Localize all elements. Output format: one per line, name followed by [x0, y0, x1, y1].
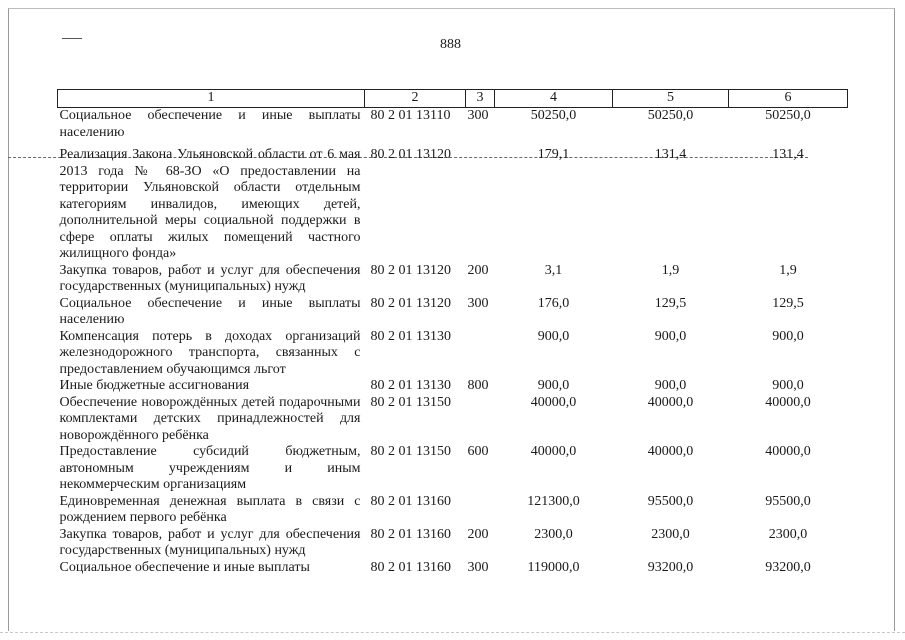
row-year2: 129,5	[654, 295, 687, 311]
table-row	[58, 444, 848, 494]
row-expense-type	[466, 494, 495, 527]
row-year2: 50250,0	[647, 108, 694, 123]
page-number: 888	[440, 37, 461, 52]
row-name: Закупка товаров, работ и услуг для обеспечения государственных (муниципальных) нужд	[59, 526, 361, 558]
row-code: 80 2 01 13120	[370, 262, 451, 278]
row-expense-type: 200	[467, 262, 489, 278]
row-year3: 1,9	[779, 262, 797, 278]
row-year2: 40000,0	[647, 394, 694, 410]
row-expense-type	[466, 141, 495, 263]
row-code: 80 2 01 13110	[370, 108, 451, 123]
row-code: 80 2 01 13150	[370, 444, 451, 459]
row-year3: 900,0	[772, 328, 804, 344]
row-code: 80 2 01 13160	[370, 526, 451, 542]
row-year2: 93200,0	[647, 559, 694, 575]
row-year2: 900,0	[654, 378, 687, 393]
row-year1: 119000,0	[527, 559, 580, 575]
row-name: Компенсация потерь в доходах организаций железнодорожного транспорта, связанных с предоставлением обучающимся льгот	[59, 328, 361, 377]
row-year3: 129,5	[772, 295, 804, 311]
header-col-6: 6	[729, 90, 848, 108]
row-year1: 50250,0	[530, 108, 577, 123]
table-row	[58, 108, 848, 142]
header-row	[58, 90, 848, 108]
table-row	[58, 560, 848, 577]
row-year2: 900,0	[654, 328, 687, 344]
table-row	[58, 527, 848, 560]
row-code: 80 2 01 13120	[370, 147, 451, 162]
row-year1: 176,0	[537, 295, 570, 311]
row-year2: 2300,0	[651, 526, 690, 542]
row-name: Социальное обеспечение и иные выплаты	[59, 559, 310, 575]
header-col-5: 5	[613, 90, 729, 108]
table-row	[58, 296, 848, 329]
row-year1: 40000,0	[530, 394, 577, 410]
row-year1: 900,0	[537, 378, 570, 393]
table-row	[58, 263, 848, 296]
row-expense-type: 200	[467, 526, 489, 542]
row-name: Закупка товаров, работ и услуг для обеспечения государственных (муниципальных) нужд	[59, 262, 361, 294]
row-code: 80 2 01 13160	[370, 493, 451, 509]
row-year1: 40000,0	[530, 444, 577, 459]
row-year3: 131,4	[772, 147, 804, 162]
row-expense-type: 300	[467, 108, 489, 123]
row-expense-type: 800	[467, 378, 489, 393]
row-name: Социальное обеспечение и иные выплаты населению	[59, 295, 361, 327]
row-year1: 2300,0	[534, 526, 573, 542]
row-year2: 95500,0	[647, 493, 694, 509]
row-expense-type: 300	[467, 295, 489, 311]
row-name: Предоставление субсидий бюджетным, автономным учреждениям и иным некоммерческим организациям	[59, 444, 361, 492]
row-code: 80 2 01 13130	[370, 378, 451, 393]
row-year1: 3,1	[544, 262, 563, 278]
row-year2: 1,9	[661, 262, 680, 278]
row-year1: 179,1	[537, 147, 570, 162]
table-row	[58, 378, 848, 395]
row-code: 80 2 01 13120	[370, 295, 451, 311]
row-year3: 95500,0	[765, 493, 811, 509]
row-year2: 131,4	[654, 147, 687, 162]
row-code: 80 2 01 13130	[370, 328, 451, 344]
row-year3: 2300,0	[768, 526, 808, 542]
header-col-1: 1	[58, 90, 365, 108]
table-body	[58, 108, 848, 577]
row-name: Реализация Закона Ульяновской области от 6 мая 2013 года № 68-ЗО «О предоставлении на территории Ульяновской области отдельным категориям инвалидов, имеющих детей, дополнительной меры социальной поддержки в сфере оплаты жилых помещений частного жилищного фонда»	[59, 147, 361, 261]
row-year3: 93200,0	[765, 559, 811, 575]
table-row	[58, 494, 848, 527]
row-year3: 900,0	[772, 378, 804, 393]
row-expense-type	[466, 329, 495, 379]
table-row	[58, 395, 848, 445]
table-row	[58, 141, 848, 263]
row-year1: 121300,0	[527, 493, 580, 509]
table-header	[58, 90, 848, 108]
table-row	[58, 329, 848, 379]
row-year3: 50250,0	[765, 108, 811, 123]
header-col-3: 3	[466, 90, 495, 108]
row-expense-type: 300	[467, 559, 489, 575]
row-code: 80 2 01 13150	[370, 394, 451, 410]
row-name: Социальное обеспечение и иные выплаты населению	[59, 108, 361, 140]
budget-table	[57, 89, 848, 576]
row-expense-type: 600	[467, 444, 489, 459]
scan-mark	[62, 38, 82, 39]
scan-artifact-bottom	[0, 632, 905, 633]
row-year3: 40000,0	[765, 394, 811, 410]
row-year3: 40000,0	[765, 444, 811, 459]
header-col-2: 2	[365, 90, 466, 108]
row-year2: 40000,0	[647, 444, 694, 459]
row-expense-type	[466, 395, 495, 445]
row-name: Обеспечение новорождённых детей подарочными комплектами детских принадлежностей для новорождённого ребёнка	[59, 394, 361, 443]
row-name: Единовременная денежная выплата в связи с рождением первого ребёнка	[59, 493, 361, 525]
row-name: Иные бюджетные ассигнования	[59, 378, 250, 393]
header-col-4: 4	[495, 90, 613, 108]
row-year1: 900,0	[537, 328, 570, 344]
row-code: 80 2 01 13160	[370, 559, 451, 575]
